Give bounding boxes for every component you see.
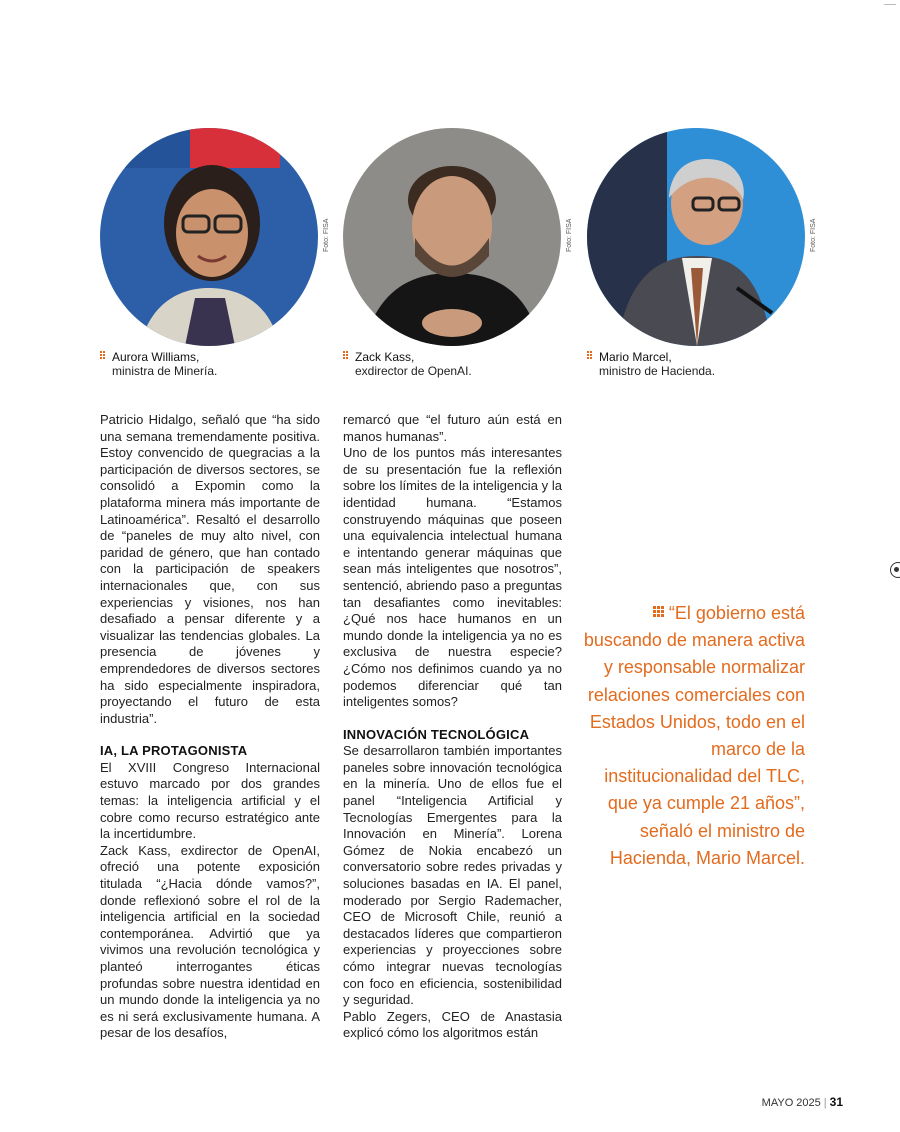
portrait-aurora-williams <box>100 128 318 346</box>
article-column-1 <box>100 412 320 1042</box>
dots-bullet-icon <box>100 351 108 362</box>
caption-role: exdirector de OpenAI. <box>355 364 472 378</box>
pull-quote <box>580 600 805 872</box>
photo-credit-3: Foto: FISA <box>810 218 817 252</box>
caption-name: Aurora Williams, <box>112 350 200 364</box>
paragraph: Pablo Zegers, CEO de Anastasia explicó cómo los algoritmos están <box>343 1008 562 1041</box>
pull-quote-text: “El gobierno está buscando de manera activa y responsable normalizar relaciones comerciales con Estados Unidos, todo en el marco de la institucionalidad del TLC, que ya cumple 21 años”, señaló el ministro de Hacienda, Mario Marcel. <box>583 603 805 868</box>
page-edge-bullet-icon <box>890 562 900 578</box>
photo-credit-2: Foto: FISA <box>566 218 573 252</box>
mario-marcel-photo <box>587 128 805 346</box>
aurora-williams-photo <box>100 128 318 346</box>
issue-date: MAYO 2025 <box>761 1097 821 1109</box>
portrait-zack-kass <box>343 128 561 346</box>
article-column-2 <box>343 412 562 1042</box>
section-heading: IA, LA PROTAGONISTA <box>100 743 248 759</box>
page-footer <box>762 1095 843 1109</box>
page-number: 31 <box>829 1095 843 1109</box>
caption-name: Zack Kass, <box>355 350 415 364</box>
paragraph: Uno de los puntos más interesantes de su presentación fue la reflexión sobre los límites de la inteligencia y la identidad humana. “Estamos construyendo máquinas que poseen una equivalencia intelectual humana e intentando generar máquinas que sean más inteligentes que nosotros”, sentenció, abriendo paso a preguntas tan desafiantes como inevitables: ¿Qué nos hace humanos en un mundo donde la inteligencia ya no es exclusiva de nuestra especie? ¿Cómo nos definimos cuando ya no podemos diferenciar qué tan inteligentes somos? <box>343 445 562 710</box>
caption-mario-marcel <box>587 350 715 378</box>
footer-separator: | <box>823 1097 827 1109</box>
portrait-mario-marcel <box>587 128 805 346</box>
caption-name: Mario Marcel, <box>599 350 672 364</box>
dots-bullet-icon <box>587 351 595 362</box>
paragraph: Patricio Hidalgo, señaló que “ha sido una semana tremendamente positiva. Estoy convencido de quegracias a la participación de diversos sectores, se consolidó a Expomin como la plataforma minera más importante de Latinoamérica”. Resaltó el desarrollo de “paneles de muy alto nivel, con paridad de género, que han contado con la participación de speakers internacionales que, con sus experiencias y visiones, nos han desafiado a pensar diferente y a visualizar las tendencias globales. La presencia de jóvenes y emprendedores de diversos sectores ha sido especialmente inspiradora, proyectando el futuro de esta industria”. <box>100 412 320 726</box>
photo-credit-1: Foto: FISA <box>323 218 330 252</box>
caption-role: ministra de Minería. <box>112 364 218 378</box>
paragraph: Se desarrollaron también importantes paneles sobre innovación tecnológica en la minería. Uno de ellos fue el panel “Inteligencia Artificial y Tecnologías Emergentes para la Innovación en Minería”. Lorena Gómez de Nokia encabezó un conversatorio sobre redes privadas y soluciones basadas en IA. El panel, moderado por Sergio Rademacher, CEO de Microsoft Chile, reunió a destacados líderes que compartieron experiencias y proyecciones sobre cómo integrar nuevas tecnologías con foco en eficiencia, sostenibilidad y seguridad. <box>343 743 562 1008</box>
dots-bullet-icon <box>343 351 351 362</box>
caption-zack-kass <box>343 350 472 378</box>
paragraph: remarcó que “el futuro aún está en manos humanas”. <box>343 412 562 444</box>
caption-role: ministro de Hacienda. <box>599 364 716 378</box>
quote-dots-icon <box>653 606 665 620</box>
paragraph: Zack Kass, exdirector de OpenAI, ofreció una potente exposición titulada “¿Hacia dónde vamos?”, donde reflexionó sobre el rol de la inteligencia artificial en la sociedad contemporánea. Advirtió que ya vivimos una revolución tecnológica y planteó interrogantes éticas profundas sobre nuestra identidad en un mundo donde la inteligencia ya no es ni será exclusivamente humana. A pesar de los desafíos, <box>100 842 320 1041</box>
zack-kass-photo <box>343 128 561 346</box>
corner-crop-mark <box>884 4 896 5</box>
section-heading: INNOVACIÓN TECNOLÓGICA <box>343 726 530 742</box>
caption-aurora-williams <box>100 350 217 378</box>
paragraph: El XVIII Congreso Internacional estuvo marcado por dos grandes temas: la inteligencia artificial y el cobre como recurso estratégico ante la incertidumbre. <box>100 759 320 842</box>
